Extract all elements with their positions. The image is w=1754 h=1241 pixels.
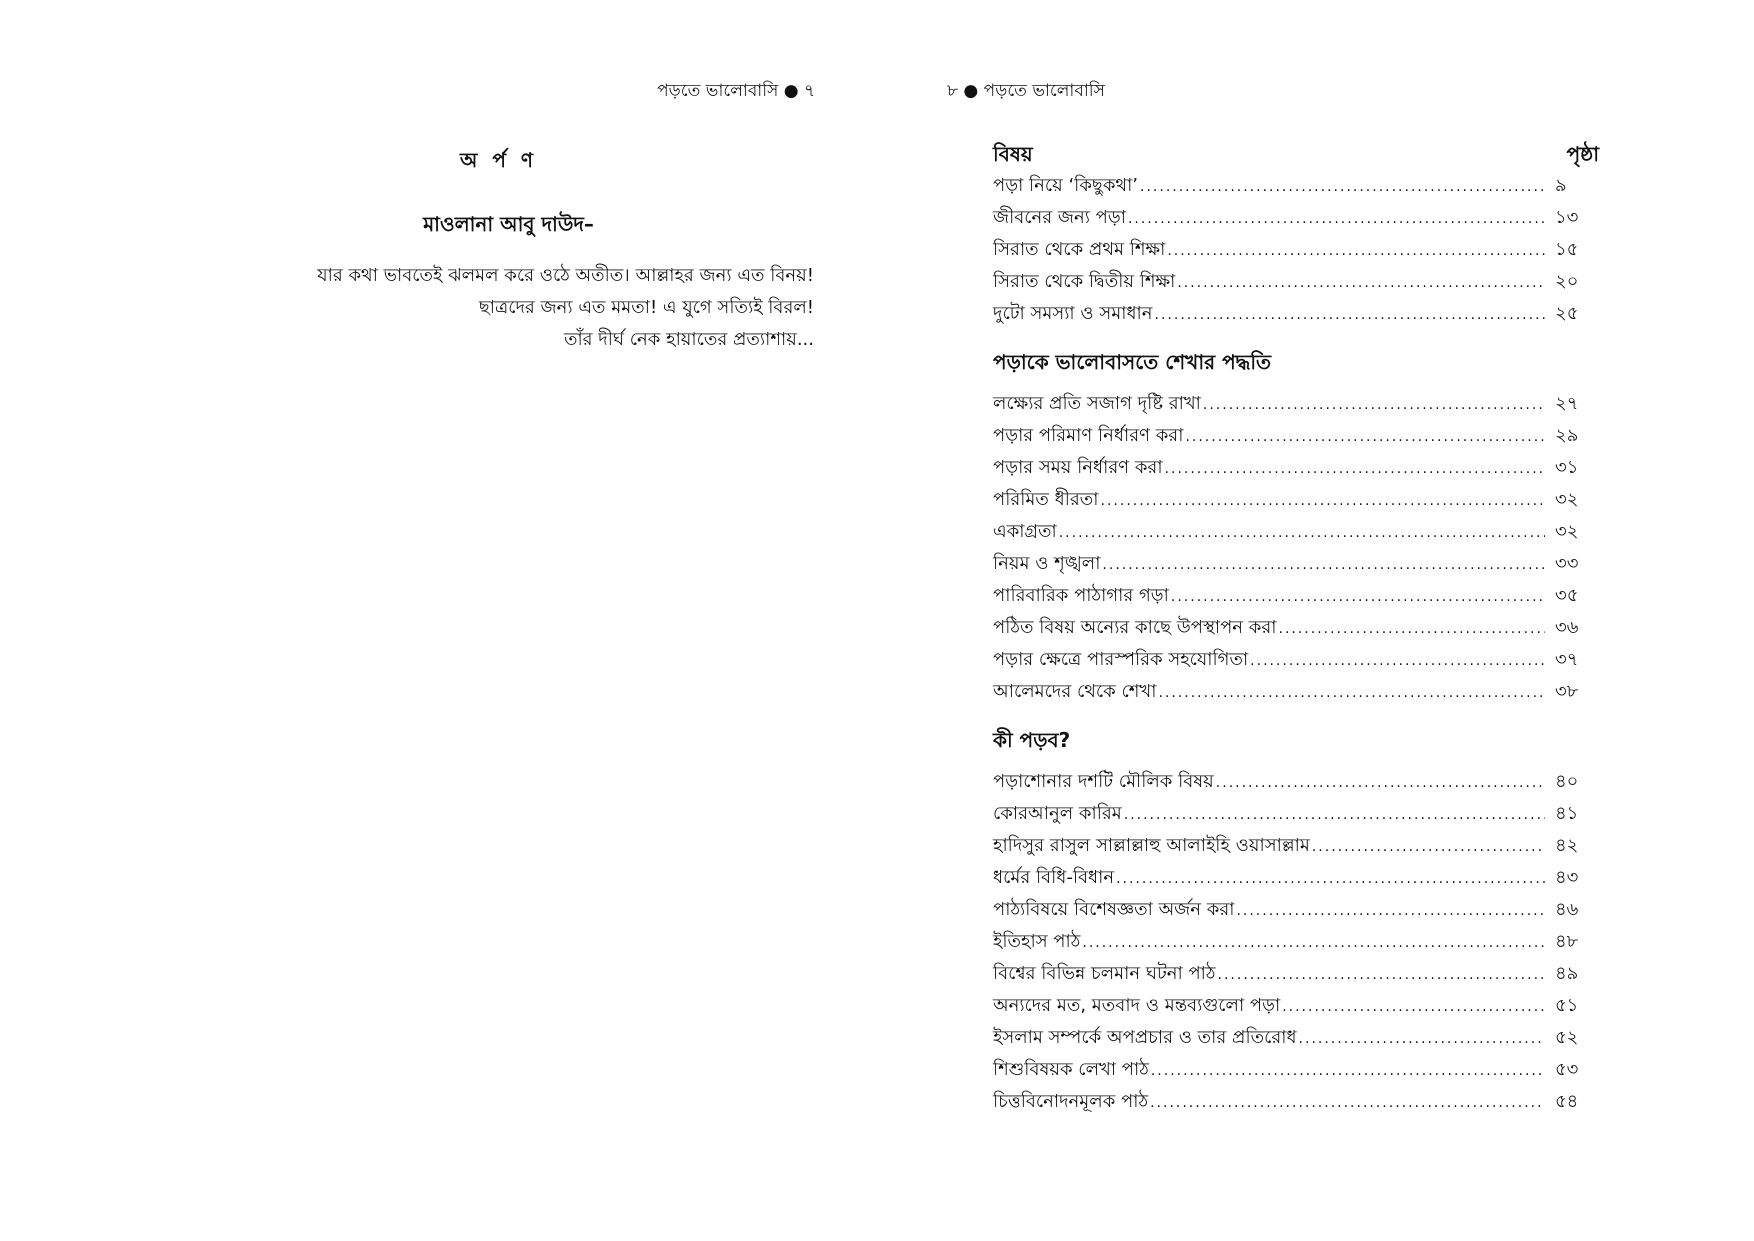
toc-entry-page: ৪১ <box>1555 803 1579 824</box>
toc-entry-title: হাদিসুর রাসুল সাল্লাল্লাহু আলাইহি ওয়াসাল্লাম <box>993 835 1310 856</box>
toc-entry-page: ৫১ <box>1555 995 1579 1016</box>
toc-entry-page: ৩৫ <box>1555 585 1579 606</box>
toc-entry-page: ৩৬ <box>1555 617 1579 638</box>
toc-entry-page: ৪০ <box>1555 771 1579 792</box>
toc-entry-title: ধর্মের বিধি-বিধান <box>993 867 1115 888</box>
toc-entry-page: ৪৮ <box>1555 931 1579 952</box>
toc-dot-leader <box>1151 1055 1545 1087</box>
toc-dot-leader <box>1216 767 1545 799</box>
toc-dot-leader <box>1167 235 1545 267</box>
toc-entry-title: পরিমিত ধীরতা <box>993 489 1099 510</box>
toc-entry <box>993 766 1599 798</box>
toc-entry <box>993 612 1599 644</box>
toc-dot-leader <box>1082 927 1545 959</box>
toc-entry <box>993 484 1599 516</box>
toc-dot-leader <box>1150 1087 1545 1119</box>
toc-entry-title: ইসলাম সম্পর্কে অপপ্রচার ও তার প্রতিরোধ <box>993 1027 1297 1048</box>
toc-entry-title: পারিবারিক পাঠাগার গড়া <box>993 585 1169 606</box>
toc-entry-title: নিয়ম ও শৃঙ্খলা <box>993 553 1101 574</box>
toc-entry <box>993 1022 1599 1054</box>
toc-entry <box>993 298 1599 330</box>
toc-entry <box>993 1054 1599 1086</box>
toc-entry-title: পড়া নিয়ে ‘কিছুকথা’ <box>993 175 1139 196</box>
toc-entry-title: আলেমদের থেকে শেখা <box>993 681 1157 702</box>
toc-entry-title: কোরআনুল কারিম <box>993 803 1122 824</box>
toc-entry <box>993 548 1599 580</box>
toc-entry-page: ৪৩ <box>1555 867 1579 888</box>
dedication-name: মাওলানা আবু দাউদ– <box>423 212 594 236</box>
toc-dot-leader <box>1101 485 1545 517</box>
table-of-contents <box>993 138 1599 1118</box>
toc-entry-title: দুটো সমস্যা ও সমাধান <box>993 303 1153 324</box>
toc-dot-leader <box>1140 171 1545 203</box>
toc-dot-leader <box>1279 613 1546 645</box>
toc-entry <box>993 266 1599 298</box>
toc-entry-title: অন্যদের মত, মতবাদ ও মন্তব্যগুলো পড়া <box>993 995 1281 1016</box>
toc-entry <box>993 676 1599 708</box>
toc-entry-page: ৩২ <box>1555 489 1579 510</box>
toc-entry-page: ৩১ <box>1555 457 1579 478</box>
toc-dot-leader <box>1250 645 1545 677</box>
toc-entry-page: ৫৩ <box>1555 1059 1579 1080</box>
toc-entry-title: শিশুবিষয়ক লেখা পাঠ <box>993 1059 1149 1080</box>
toc-dot-leader <box>1171 581 1545 613</box>
dedication-line: ছাত্রদের জন্য এত মমতা! এ যুগে সত্যিই বিরল! <box>478 297 814 318</box>
toc-entry-page: ৩৭ <box>1555 649 1579 670</box>
right-page-header: ৮ ● পড়তে ভালোবাসি <box>947 81 1105 101</box>
toc-dot-leader <box>1124 799 1545 831</box>
toc-dot-leader <box>1185 421 1545 453</box>
toc-dot-leader <box>1155 299 1545 331</box>
toc-entry-page: ২৫ <box>1555 303 1579 324</box>
toc-entry-page: ১৩ <box>1555 207 1579 228</box>
left-page-header: পড়তে ভালোবাসি ● ৭ <box>657 81 815 101</box>
dedication-body <box>317 260 814 356</box>
toc-entry-page: ৪৯ <box>1555 963 1579 984</box>
toc-entry <box>993 644 1599 676</box>
toc-entry-page: ২৭ <box>1555 393 1579 414</box>
toc-entry <box>993 452 1599 484</box>
toc-entry-page: ২৯ <box>1555 425 1579 446</box>
toc-dot-leader <box>1177 267 1545 299</box>
toc-entry <box>993 862 1599 894</box>
toc-entry-title: চিত্তবিনোদনমূলক পাঠ <box>993 1091 1149 1112</box>
toc-entry <box>993 894 1599 926</box>
toc-entry <box>993 798 1599 830</box>
toc-entry-title: পঠিত বিষয় অন্যের কাছে উপস্থাপন করা <box>993 617 1277 638</box>
toc-entry-page: ৪২ <box>1555 835 1579 856</box>
toc-dot-leader <box>1116 863 1545 895</box>
toc-entry-title: সিরাত থেকে প্রথম শিক্ষা <box>993 239 1166 260</box>
toc-entry <box>993 926 1599 958</box>
toc-entry-page: ৪৬ <box>1555 899 1579 920</box>
toc-entry-title: বিশ্বের বিভিন্ন চলমান ঘটনা পাঠ <box>993 963 1216 984</box>
toc-entry-page: ৫৪ <box>1555 1091 1579 1112</box>
toc-entry-page: ৯ <box>1555 175 1567 196</box>
toc-entry <box>993 234 1599 266</box>
toc-entry-title: একাগ্রতা <box>993 521 1057 542</box>
toc-entry <box>993 830 1599 862</box>
toc-entry <box>993 202 1599 234</box>
toc-entry-page: ৩৩ <box>1555 553 1579 574</box>
toc-header <box>993 138 1599 170</box>
toc-dot-leader <box>1128 203 1545 235</box>
toc-entry-page: ৩৮ <box>1555 681 1579 702</box>
toc-dot-leader <box>1312 831 1545 863</box>
toc-entry <box>993 516 1599 548</box>
toc-entry-title: পাঠ্যবিষয়ে বিশেষজ্ঞতা অর্জন করা <box>993 899 1235 920</box>
toc-entry <box>993 580 1599 612</box>
toc-entry-page: ২০ <box>1555 271 1579 292</box>
toc-entry-title: পড়াশোনার দশটি মৌলিক বিষয় <box>993 771 1214 792</box>
toc-subject-label: বিষয় <box>993 142 1033 166</box>
toc-entry <box>993 170 1599 202</box>
toc-spacer <box>993 330 1599 338</box>
toc-spacer <box>993 708 1599 716</box>
toc-entry <box>993 990 1599 1022</box>
toc-dot-leader <box>1218 959 1545 991</box>
toc-dot-leader <box>1165 453 1545 485</box>
dedication-title: অ র্প ণ <box>460 148 537 172</box>
toc-dot-leader <box>1102 549 1545 581</box>
toc-dot-leader <box>1158 677 1545 709</box>
toc-dot-leader <box>1203 389 1545 421</box>
dedication-line: যার কথা ভাবতেই ঝলমল করে ওঠে অতীত। আল্লাহর জন্য এত বিনয়! <box>317 265 814 286</box>
toc-entry-title: সিরাত থেকে দ্বিতীয় শিক্ষা <box>993 271 1176 292</box>
toc-group-methods <box>993 388 1599 708</box>
dedication-line: তাঁর দীর্ঘ নেক হায়াতের প্রত্যাশায়... <box>563 329 814 350</box>
toc-entry <box>993 388 1599 420</box>
toc-entry-page: ৫২ <box>1555 1027 1579 1048</box>
toc-dot-leader <box>1236 895 1545 927</box>
toc-entry-title: পড়ার ক্ষেত্রে পারস্পরিক সহযোগিতা <box>993 649 1249 670</box>
toc-entry <box>993 1086 1599 1118</box>
toc-entry-title: পড়ার সময় নির্ধারণ করা <box>993 457 1163 478</box>
toc-entry-page: ১৫ <box>1555 239 1579 260</box>
toc-dot-leader <box>1282 991 1545 1023</box>
toc-group-intro <box>993 170 1599 330</box>
toc-entry-page: ৩২ <box>1555 521 1579 542</box>
right-page <box>877 0 1754 1241</box>
toc-entry-title: জীবনের জন্য পড়া <box>993 207 1126 228</box>
toc-entry <box>993 958 1599 990</box>
toc-section-title: কী পড়ব? <box>993 728 1071 752</box>
toc-section-title: পড়াকে ভালোবাসতে শেখার পদ্ধতি <box>993 350 1272 374</box>
toc-entry-title: লক্ষ্যের প্রতি সজাগ দৃষ্টি রাখা <box>993 393 1201 414</box>
toc-entry-title: ইতিহাস পাঠ <box>993 931 1081 952</box>
toc-group-what-to-read <box>993 766 1599 1118</box>
toc-dot-leader <box>1059 517 1545 549</box>
toc-dot-leader <box>1299 1023 1545 1055</box>
toc-entry <box>993 420 1599 452</box>
toc-entry-title: পড়ার পরিমাণ নির্ধারণ করা <box>993 425 1184 446</box>
toc-page-label: পৃষ্ঠা <box>1566 142 1599 166</box>
